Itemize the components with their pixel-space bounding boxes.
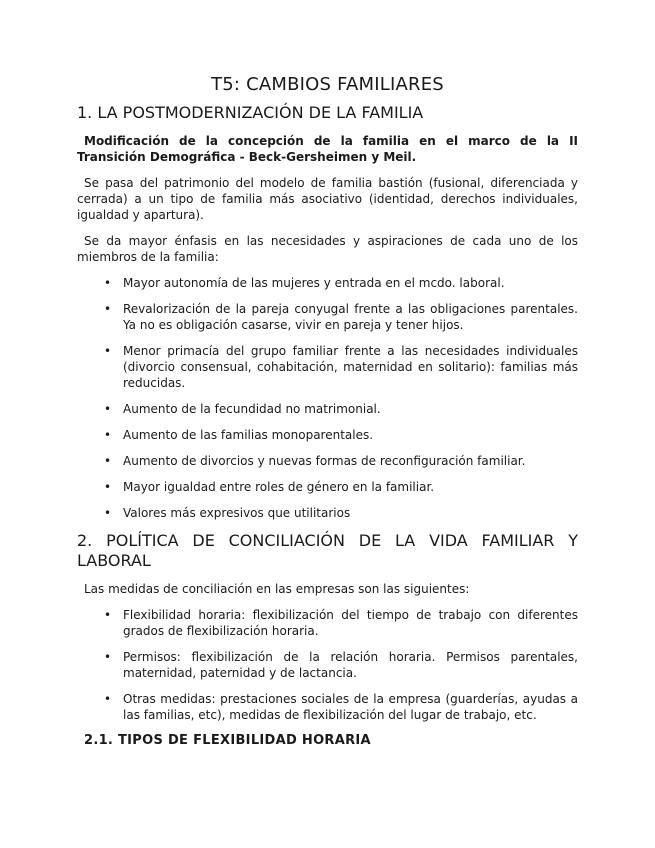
list-item: • Valores más expresivos que utilitarios [104, 506, 351, 520]
document-page [77, 74, 578, 748]
list-item: • Aumento de la fecundidad no matrimonial. [104, 402, 381, 416]
section-2-1-heading: 2.1. TIPOS DE FLEXIBILIDAD HORARIA [84, 733, 371, 748]
list-item: • Otras medidas: prestaciones sociales de la empresa (guarderías, ayudas a las familias, etc), medidas de flexibilización del lugar de trabajo, etc. [104, 692, 578, 722]
bullet-icon: • [104, 650, 112, 664]
list-item: • Menor primacía del grupo familiar frente a las necesidades individuales (divorcio consensual, cohabitación, maternidad en solitario): familias más reducidas. [104, 344, 578, 390]
bullet-icon: • [104, 276, 112, 290]
section-1-paragraph-1: Se pasa del patrimonio del modelo de familia bastión (fusional, diferenciada y cerrada) a un tipo de familia más asociativo (identidad, derechos individuales, igualdad y apartura). [77, 176, 578, 222]
list-item: • Revalorización de la pareja conyugal frente a las obligaciones parentales. Ya no es obligación casarse, vivir en pareja y tener hijos. [104, 302, 578, 332]
list-item: • Aumento de las familias monoparentales. [104, 428, 374, 442]
bullet-icon: • [104, 302, 112, 316]
section-1-heading: 1. LA POSTMODERNIZACIÓN DE LA FAMILIA [77, 103, 424, 122]
list-item: • Mayor autonomía de las mujeres y entrada en el mcdo. laboral. [104, 276, 505, 290]
list-item: • Permisos: flexibilización de la relación horaria. Permisos parentales, maternidad, paternidad y de lactancia. [104, 650, 578, 680]
section-1-bullet-list [77, 275, 578, 521]
bullet-icon: • [104, 480, 112, 494]
list-item: • Flexibilidad horaria: flexibilización del tiempo de trabajo con diferentes grados de flexibilización horaria. [104, 608, 578, 638]
list-item: • Mayor igualdad entre roles de género en la familiar. [104, 480, 435, 494]
section-2-heading: 2. POLÍTICA DE CONCILIACIÓN DE LA VIDA FAMILIAR Y LABORAL [77, 531, 578, 570]
bullet-icon: • [104, 428, 112, 442]
bullet-icon: • [104, 608, 112, 622]
bullet-icon: • [104, 506, 112, 520]
section-2-bullet-list [77, 607, 578, 723]
bullet-icon: • [104, 344, 112, 358]
list-item: • Aumento de divorcios y nuevas formas de reconfiguración familiar. [104, 454, 526, 468]
section-1-paragraph-2: Se da mayor énfasis en las necesidades y aspiraciones de cada uno de los miembros de la familia: [77, 234, 578, 264]
bullet-icon: • [104, 692, 112, 706]
section-2-intro: Las medidas de conciliación en las empresas son las siguientes: [84, 582, 470, 596]
bullet-icon: • [104, 454, 112, 468]
section-1-subheading: Modificación de la concepción de la familia en el marco de la II Transición Demográfica - Beck-Gersheimen y Meil. [77, 134, 578, 164]
bullet-icon: • [104, 402, 112, 416]
document-title: T5: CAMBIOS FAMILIARES [211, 74, 444, 95]
